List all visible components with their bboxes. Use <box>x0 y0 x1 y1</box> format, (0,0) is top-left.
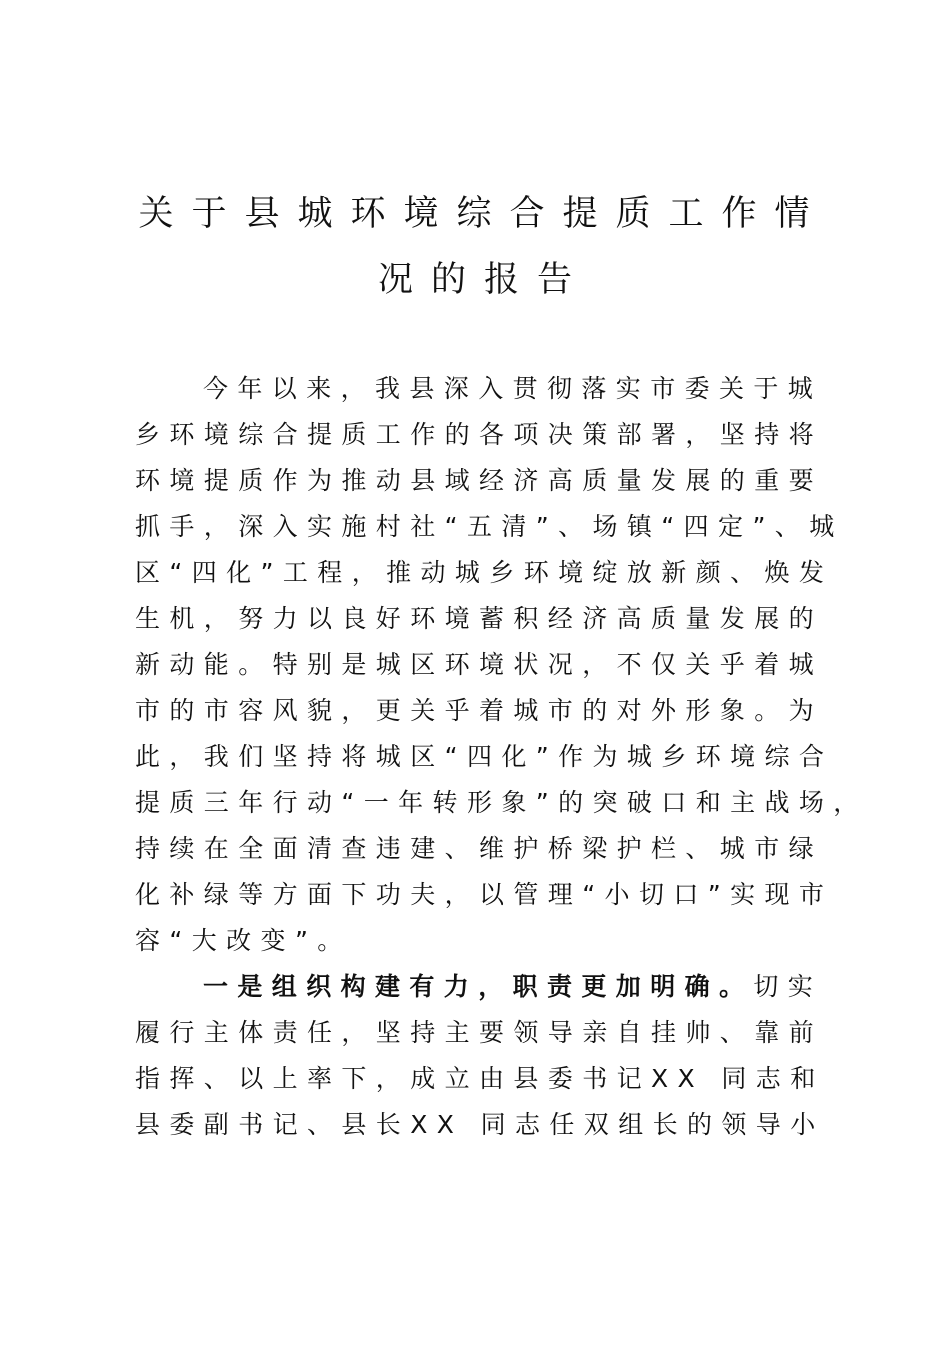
section-heading: 一是组织构建有力，职责更加明确。 <box>203 972 754 1001</box>
paragraph-line <box>135 964 835 1010</box>
paragraph-line: 乡环境综合提质工作的各项决策部署，坚持将 <box>135 420 824 449</box>
paragraph-line: 生机，努力以良好环境蓄积经济高质量发展的 <box>135 604 824 633</box>
paragraph-line: 提质三年行动“一年转形象”的突破口和主战场， <box>135 788 868 817</box>
paragraph-line: 容“大改变”。 <box>135 926 352 955</box>
paragraph-line: 此，我们坚持将城区“四化”作为城乡环境综合 <box>135 742 834 771</box>
paragraph-line: 化补绿等方面下功夫，以管理“小切口”实现市 <box>135 880 834 909</box>
body-text <box>135 366 868 1148</box>
title-line-1: 关于县城环境综合提质工作情 <box>138 194 828 234</box>
paragraph-line: 县委副书记、县长XX 同志任双组长的领导小 <box>135 1110 825 1139</box>
paragraph-line: 履行主体责任，坚持主要领导亲自挂帅、靠前 <box>135 1018 824 1047</box>
title-line-2: 况的报告 <box>377 260 590 300</box>
paragraph-line: 抓手，深入实施村社“五清”、场镇“四定”、城 <box>135 512 844 541</box>
paragraph-text: 切实 <box>753 972 823 1001</box>
paragraph-line: 新动能。特别是城区环境状况，不仅关乎着城 <box>135 650 824 679</box>
paragraph-line: 环境提质作为推动县域经济高质量发展的重要 <box>135 466 824 495</box>
document-title <box>0 185 950 317</box>
paragraph-line: 市的市容风貌，更关乎着城市的对外形象。为 <box>135 696 824 725</box>
paragraph-line: 持续在全面清查违建、维护桥梁护栏、城市绿 <box>135 834 824 863</box>
paragraph-line: 指挥、以上率下，成立由县委书记XX 同志和 <box>135 1064 825 1093</box>
paragraph-line: 今年以来，我县深入贯彻落实市委关于城 <box>203 374 823 403</box>
paragraph-line: 区“四化”工程，推动城乡环境绽放新颜、焕发 <box>135 558 834 587</box>
